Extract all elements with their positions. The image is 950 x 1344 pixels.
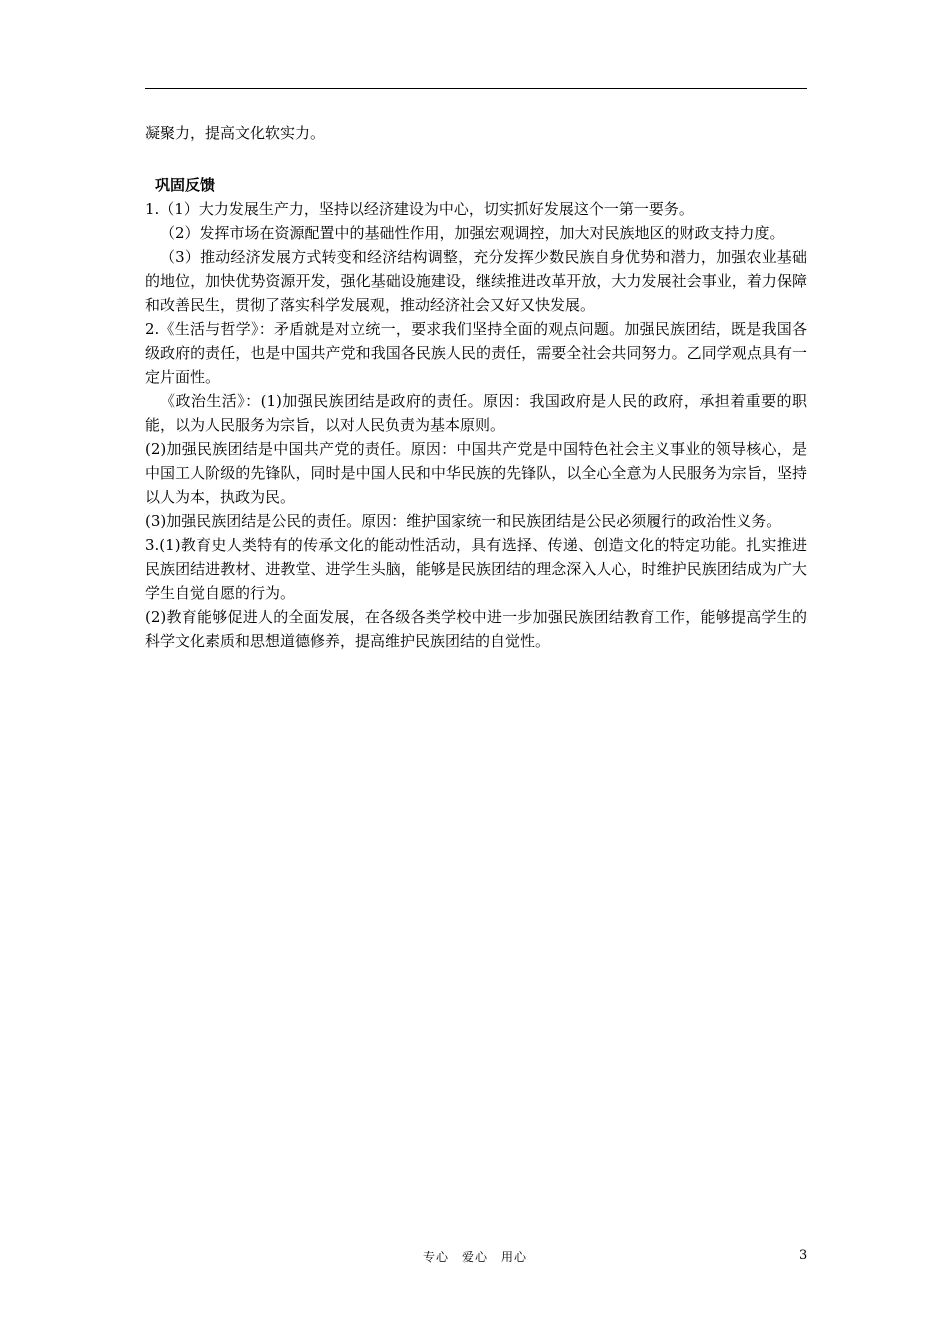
answer-1-2: （2）发挥市场在资源配置中的基础性作用，加强宏观调控，加大对民族地区的财政支持力度。: [160, 224, 785, 242]
answer-1-3: （3）推动经济发展方式转变和经济结构调整，充分发挥少数民族自身优势和潜力，加强农业基础的地位，加快优势资源开发，强化基础设施建设，继续推进改革开放，大力发展社会事业，着力保障和改善民生，贯彻了落实科学发展观，推动经济社会又好又快发展。: [145, 248, 807, 314]
footer-motto: 专心 爱心 用心: [422, 1250, 527, 1264]
answer-3-2: (2)教育能够促进人的全面发展，在各级各类学校中进一步加强民族团结教育工作，能够提高学生的科学文化素质和思想道德修养，提高维护民族团结的自觉性。: [145, 608, 807, 650]
lead-fragment: 凝聚力，提高文化软实力。: [145, 124, 326, 142]
answer-2-philosophy: 2.《生活与哲学》：矛盾就是对立统一，要求我们坚持全面的观点问题。加强民族团结，既是我国各级政府的责任，也是中国共产党和我国各民族人民的责任，需要全社会共同努力。乙同学观点具有一定片面性。: [145, 320, 807, 386]
answer-2-politics-1: 《政治生活》：(1)加强民族团结是政府的责任。原因：我国政府是人民的政府，承担着重要的职能，以为人民服务为宗旨，以对人民负责为基本原则。: [145, 392, 807, 434]
page-number: 3: [799, 1248, 808, 1263]
answer-2-politics-3: (3)加强民族团结是公民的责任。原因：维护国家统一和民族团结是公民必须履行的政治性义务。: [145, 512, 782, 530]
answer-3-1: 3.(1)教育史人类特有的传承文化的能动性活动，具有选择、传递、创造文化的特定功能。扎实推进民族团结进教材、进教堂、进学生头脑，能够是民族团结的理念深入人心，时维护民族团结成为广大学生自觉自愿的行为。: [145, 536, 807, 602]
answer-2-politics-2: (2)加强民族团结是中国共产党的责任。原因：中国共产党是中国特色社会主义事业的领导核心，是中国工人阶级的先锋队，同时是中国人民和中华民族的先锋队，以全心全意为人民服务为宗旨，坚持以人为本，执政为民。: [145, 440, 807, 506]
section-title: 巩固反馈: [155, 176, 216, 194]
answer-1-1: 1.（1）大力发展生产力，坚持以经济建设为中心，切实抓好发展这个一第一要务。: [145, 200, 694, 218]
header-rule: [145, 88, 807, 89]
document-body: [145, 121, 807, 653]
